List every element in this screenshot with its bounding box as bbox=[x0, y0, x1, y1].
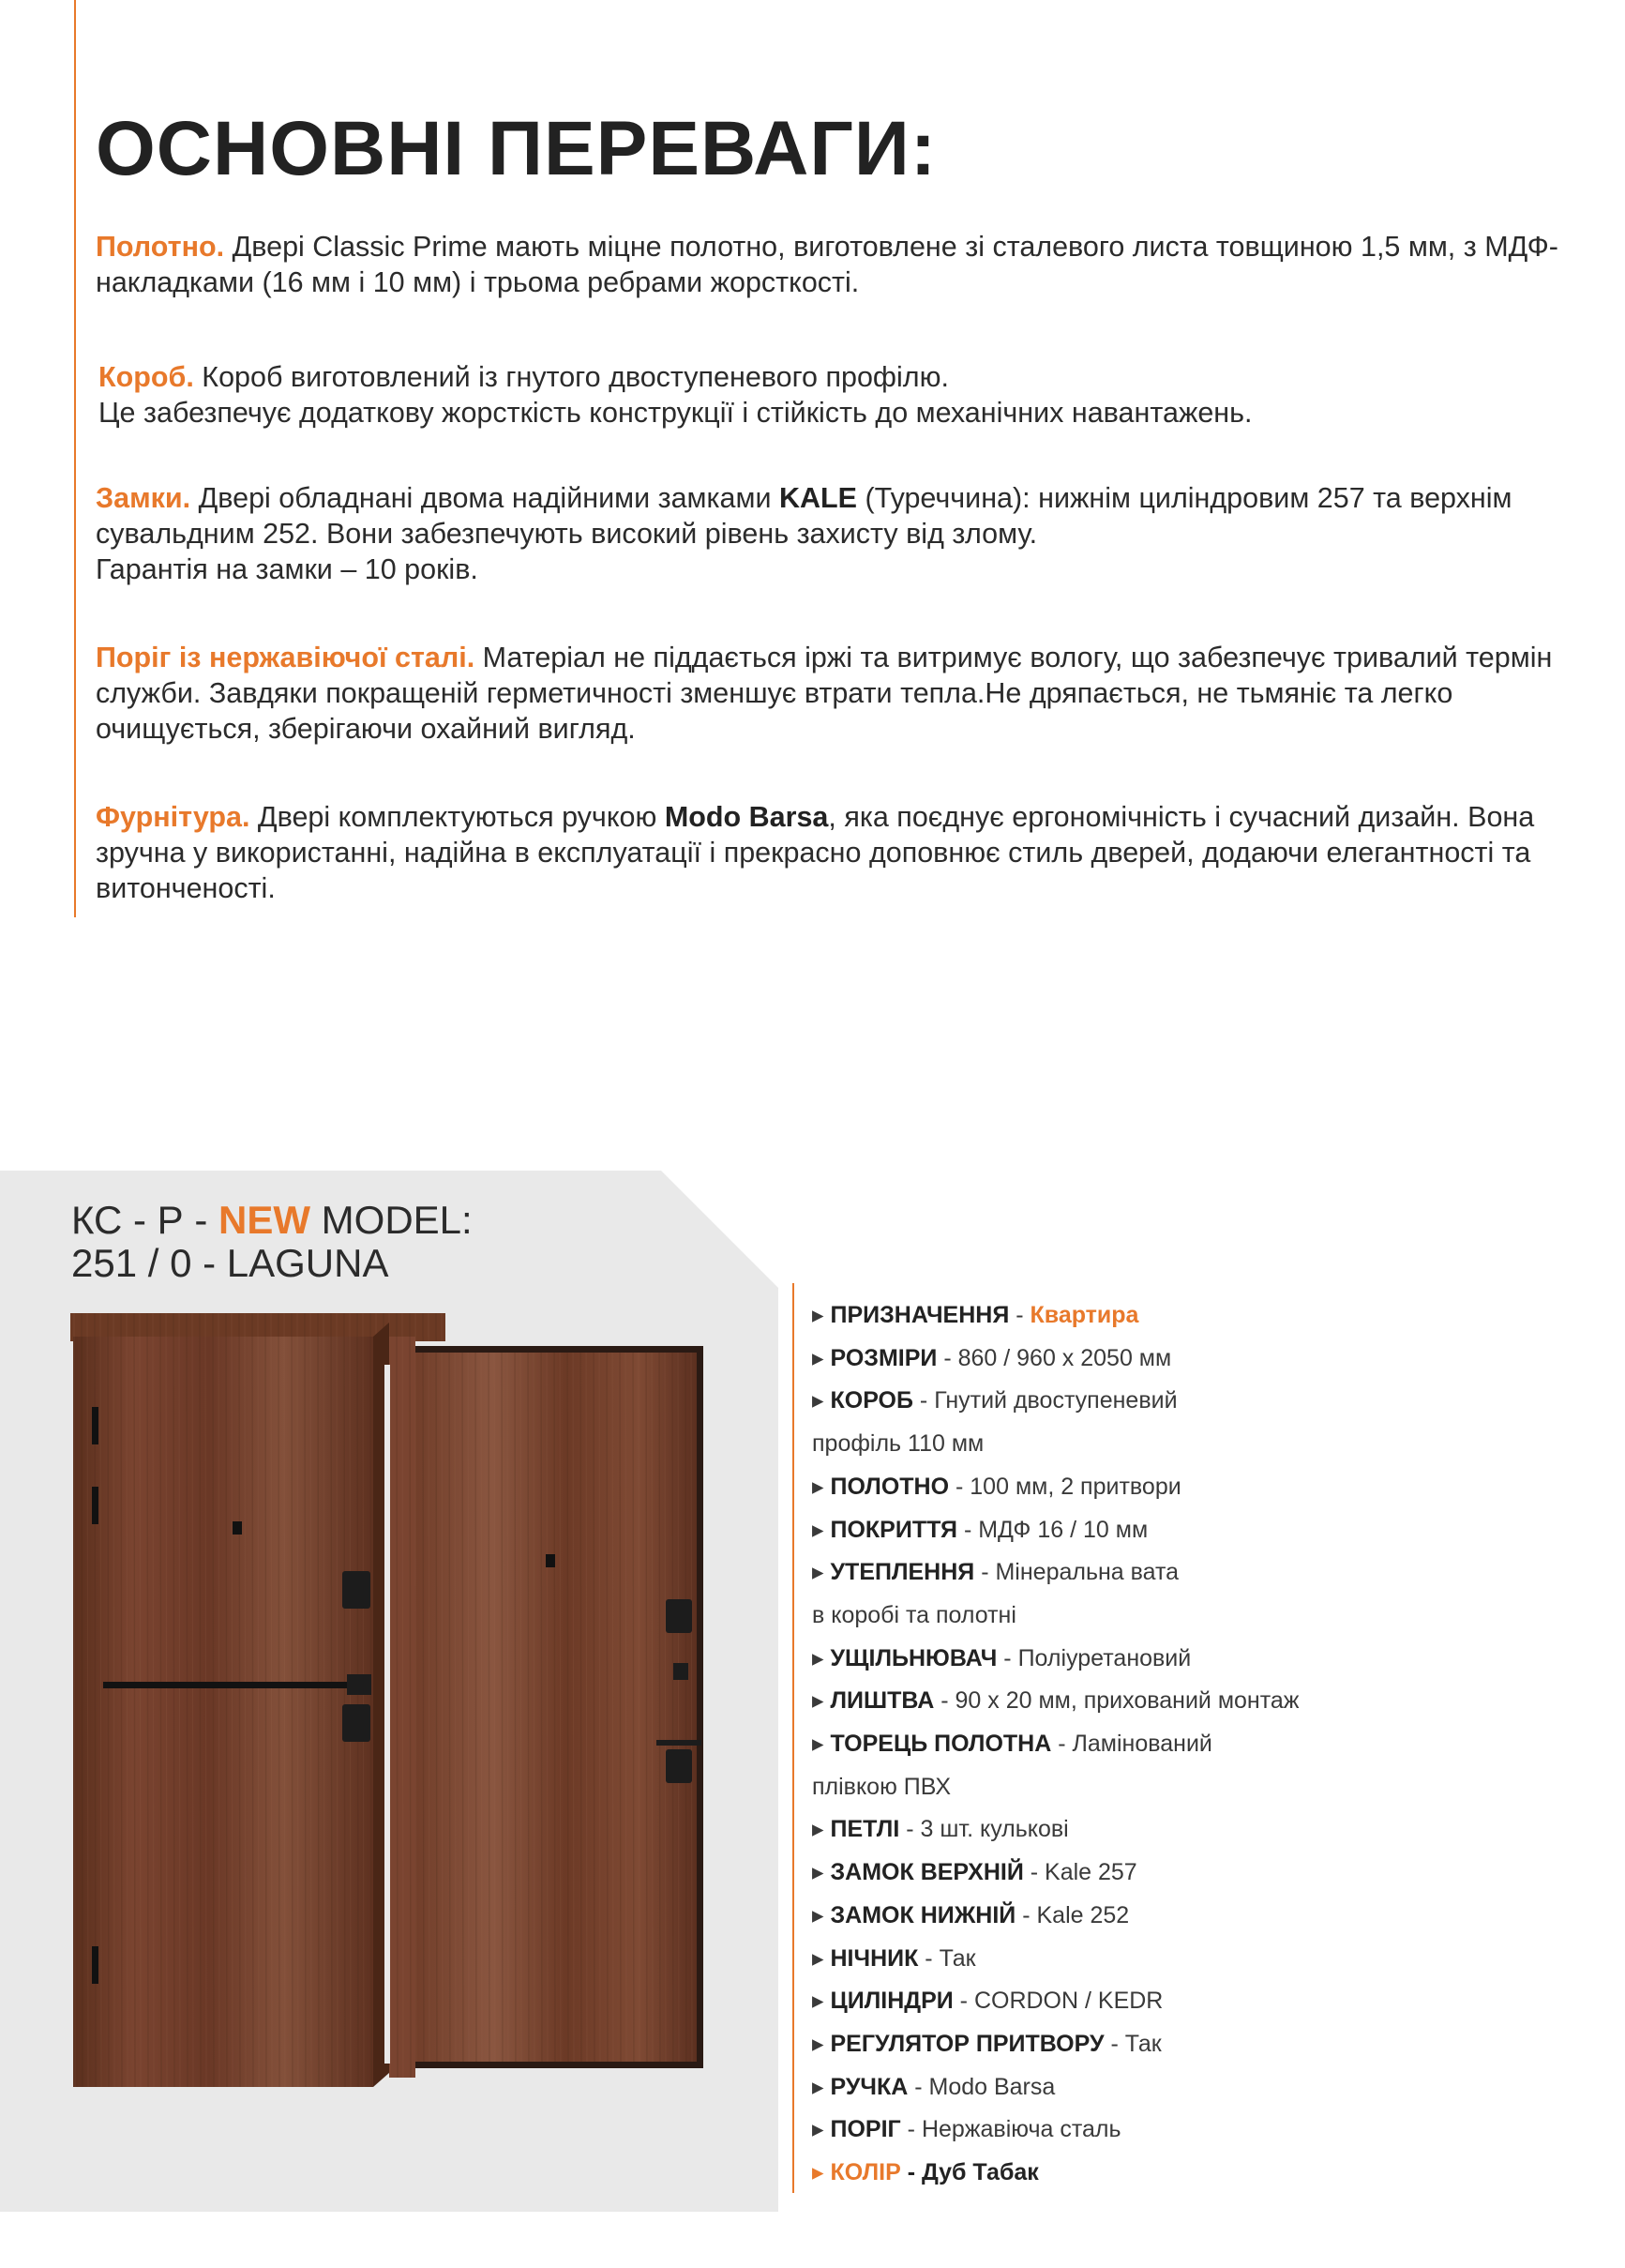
advantage-locks bbox=[96, 480, 1558, 587]
advantage-label: Короб. bbox=[98, 361, 194, 393]
advantage-label: Полотно. bbox=[96, 231, 225, 263]
spec-item: ▸ ЦИЛІНДРИ - CORDON / KEDR bbox=[812, 1988, 1164, 2015]
spec-item: ▸ ТОРЕЦЬ ПОЛОТНА - Ламінований bbox=[812, 1731, 1212, 1758]
advantage-panel bbox=[96, 229, 1558, 300]
advantage-text: Двері Classic Prime мають міцне полотно, виготовлене зі сталевого листа товщиною 1,5 мм, з МДФ-накладками (16 мм і 10 мм) і трьома ребрами жорсткості. bbox=[96, 231, 1558, 298]
specs-list bbox=[812, 1294, 1300, 2195]
advantage-hardware bbox=[96, 799, 1558, 906]
model-title bbox=[71, 1199, 473, 1285]
model-new-badge: NEW bbox=[218, 1198, 310, 1242]
spec-item: ▸ УЩІЛЬНЮВАЧ - Поліуретановий bbox=[812, 1644, 1192, 1671]
door-image bbox=[66, 1299, 722, 2087]
advantage-text: Матеріал не піддається іржі та витримує вологу, що забезпечує тривалий термін служби. Завдяки покращеній герметичності зменшує втрати тепла.Не дряпається, не тьмяніє та легко очищується, зберігаючи охайний вигляд. bbox=[96, 642, 1553, 745]
advantage-label: Замки. bbox=[96, 482, 191, 514]
advantage-label: Поріг із нержавіючої сталі. bbox=[96, 642, 475, 673]
advantage-text: Гарантія на замки – 10 років. bbox=[96, 553, 478, 585]
model-suffix: MODEL: bbox=[310, 1198, 473, 1242]
advantage-text: Короб виготовлений із гнутого двоступеневого профілю. bbox=[193, 361, 949, 393]
spec-item: ▸ НІЧНИК - Так bbox=[812, 1944, 976, 1972]
model-name: 251 / 0 - LAGUNA bbox=[71, 1241, 389, 1285]
advantage-frame bbox=[98, 359, 1561, 431]
spec-item-cont: в коробі та полотні bbox=[812, 1601, 1016, 1628]
advantage-text: , яка поєднує ергономічність і сучасний дизайн. Вона зручна у використанні, надійна в експлуатації і прекрасно доповнює стиль дверей, додаючи елегантності та витонченості. bbox=[96, 801, 1535, 904]
spec-item: ▸ ЗАМОК ВЕРХНІЙ - Kale 257 bbox=[812, 1859, 1137, 1886]
advantage-text: Це забезпечує додаткову жорсткість конструкції і стійкість до механічних навантажень. bbox=[98, 397, 1253, 429]
spec-item: ▸ ПРИЗНАЧЕННЯ - Квартира bbox=[812, 1302, 1139, 1328]
brand-modo-barsa: Modo Barsa bbox=[664, 801, 829, 833]
spec-item: ▸ ПЕТЛІ - 3 шт. кулькові bbox=[812, 1816, 1069, 1843]
brand-kale: KALE bbox=[778, 482, 858, 514]
model-prefix: КС - Р - bbox=[71, 1198, 218, 1242]
advantage-threshold bbox=[96, 640, 1558, 747]
spec-item: ▸ РУЧКА - Modo Barsa bbox=[812, 2073, 1056, 2100]
advantage-text: (Туреччина): нижнім циліндровим 257 та верхнім сувальдним 252. Вони забезпечують високий рівень захисту від злому. bbox=[96, 482, 1512, 550]
page-title: ОСНОВНІ ПЕРЕВАГИ: bbox=[96, 106, 938, 191]
advantage-text: Двері обладнані двома надійними замками bbox=[190, 482, 779, 514]
spec-item-cont: плівкою ПВХ bbox=[812, 1773, 951, 1800]
spec-item: ▸ ПОКРИТТЯ - МДФ 16 / 10 мм bbox=[812, 1516, 1149, 1543]
spec-item: ▸ ПОРІГ - Нержавіюча сталь bbox=[812, 2116, 1121, 2143]
spec-item: ▸ КОРОБ - Гнутий двоступеневий bbox=[812, 1387, 1178, 1414]
spec-item: ▸ РЕГУЛЯТОР ПРИТВОРУ - Так bbox=[812, 2030, 1162, 2057]
advantage-text: Двері комплектуються ручкою bbox=[249, 801, 665, 833]
spec-item: ▸ ПОЛОТНО - 100 мм, 2 притвори bbox=[812, 1473, 1181, 1500]
spec-item: ▸ ЛИШТВА - 90 х 20 мм, прихований монтаж bbox=[812, 1687, 1300, 1715]
specs-accent-line bbox=[792, 1283, 794, 2193]
spec-item: ▸ РОЗМІРИ - 860 / 960 х 2050 мм bbox=[812, 1344, 1172, 1371]
spec-item: ▸ КОЛІР - Дуб Табак bbox=[812, 2159, 1039, 2186]
advantage-label: Фурнітура. bbox=[96, 801, 250, 833]
spec-item-cont: профіль 110 мм bbox=[812, 1430, 985, 1458]
accent-vertical-line bbox=[74, 0, 76, 917]
spec-item: ▸ ЗАМОК НИЖНІЙ - Kale 252 bbox=[812, 1901, 1130, 1928]
spec-item: ▸ УТЕПЛЕННЯ - Мінеральна вата bbox=[812, 1559, 1180, 1586]
